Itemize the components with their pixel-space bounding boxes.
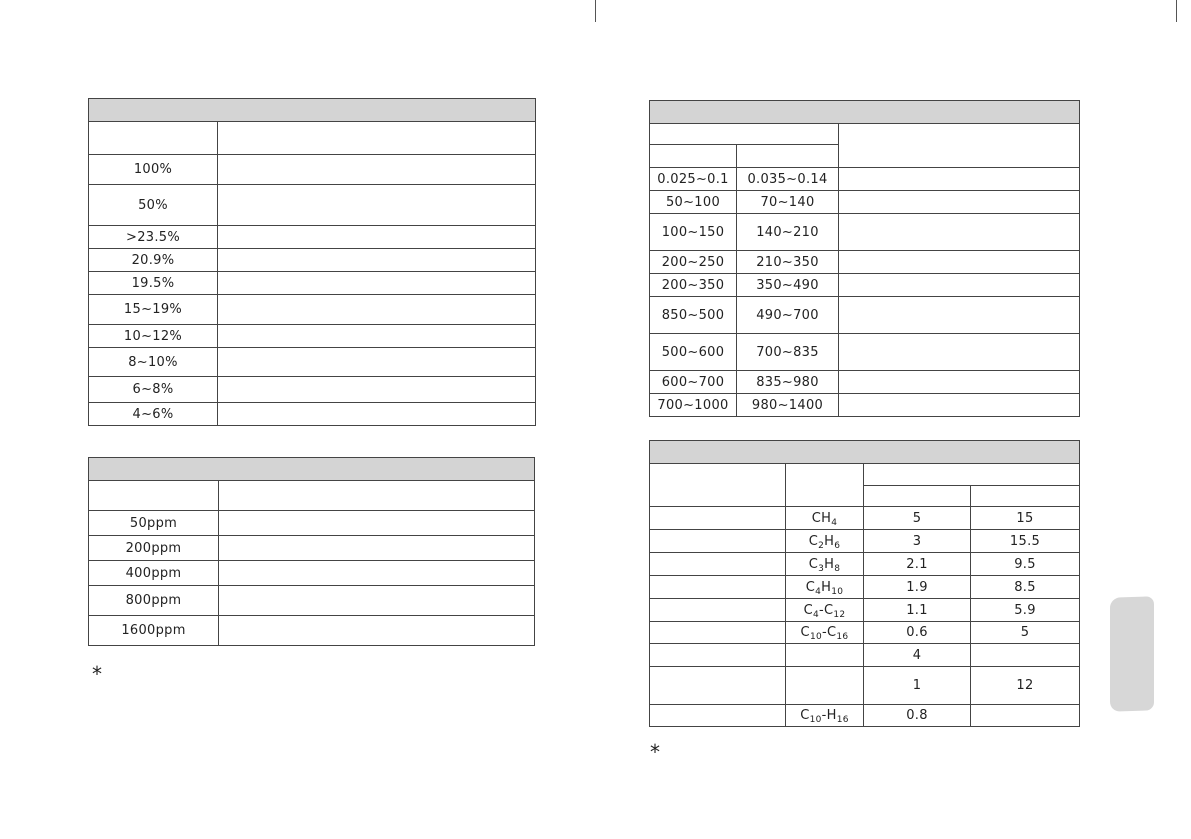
gas-formula-cell [786, 622, 864, 644]
table-cell [218, 249, 536, 272]
table-cell [839, 251, 1080, 274]
table-cell: 8~10% [89, 348, 218, 377]
gas-formula-cell [786, 599, 864, 622]
table-cell [650, 507, 786, 530]
table-cell [219, 586, 535, 616]
uel-cell: 12 [971, 667, 1080, 705]
footnote-asterisk: * [92, 662, 102, 686]
lel-cell: 1.1 [864, 599, 971, 622]
formula-text: -C [818, 602, 834, 618]
table-cell [650, 530, 786, 553]
crop-mark [1176, 0, 1177, 22]
table-cell [650, 553, 786, 576]
table-cell [839, 274, 1080, 297]
column-header [218, 122, 536, 155]
table-cell [219, 511, 535, 536]
table-cell: 19.5% [89, 272, 218, 295]
table-title-bar [89, 458, 535, 481]
table-cell: 4~6% [89, 403, 218, 426]
table-cell [839, 334, 1080, 371]
table-cell [650, 705, 786, 727]
combustible-gas-limits-table [649, 440, 1080, 727]
crop-mark [595, 0, 596, 22]
formula-subscript: 4 [812, 609, 819, 620]
lel-cell: 0.8 [864, 705, 971, 727]
table-cell: 100% [89, 155, 218, 185]
table-cell: 490~700 [737, 297, 839, 334]
table-cell: 10~12% [89, 325, 218, 348]
table-cell [650, 644, 786, 667]
table-cell [218, 377, 536, 403]
uel-cell: 5 [971, 622, 1080, 644]
uel-cell [971, 644, 1080, 667]
table-cell: 850~500 [650, 297, 737, 334]
formula-text: H [824, 533, 835, 549]
table-cell: 140~210 [737, 214, 839, 251]
gas-formula-cell [786, 576, 864, 599]
formula-text: C [808, 556, 819, 572]
table-row [650, 705, 1080, 727]
formula-text: -C [822, 625, 837, 640]
lel-cell: 0.6 [864, 622, 971, 644]
table-row [650, 576, 1080, 599]
table-cell [218, 155, 536, 185]
page-edge-tab [1110, 596, 1154, 712]
formula-subscript: 6 [834, 540, 841, 551]
formula-subscript: 16 [836, 715, 849, 725]
formula-subscript: 10 [809, 632, 822, 642]
column-header [737, 145, 839, 168]
footnote-asterisk: * [650, 740, 660, 764]
column-header [864, 486, 971, 507]
table-cell: 200~350 [650, 274, 737, 297]
lel-cell: 5 [864, 507, 971, 530]
table-cell: 600~700 [650, 371, 737, 394]
table-cell [218, 348, 536, 377]
table-title-bar [650, 441, 1080, 464]
table-cell: 6~8% [89, 377, 218, 403]
column-header [219, 481, 535, 511]
table-row [650, 622, 1080, 644]
table-cell: 800ppm [89, 586, 219, 616]
formula-subscript: 10 [809, 715, 822, 725]
formula-text: C [805, 579, 816, 595]
table-title-bar [89, 99, 536, 122]
table-cell: 980~1400 [737, 394, 839, 417]
formula-text: H [824, 556, 835, 572]
column-header [971, 486, 1080, 507]
table-cell [218, 403, 536, 426]
table-cell: 350~490 [737, 274, 839, 297]
table-cell: 15~19% [89, 295, 218, 325]
lel-cell: 1.9 [864, 576, 971, 599]
formula-text: C [800, 625, 810, 640]
table-row [650, 599, 1080, 622]
gas-formula-cell [786, 667, 864, 705]
gas-formula-cell [786, 507, 864, 530]
table-row [650, 530, 1080, 553]
formula-text: C [800, 708, 810, 723]
table-cell [839, 214, 1080, 251]
formula-subscript: 12 [833, 609, 846, 620]
uel-cell: 8.5 [971, 576, 1080, 599]
formula-text: H [821, 579, 832, 595]
table-cell: 500~600 [650, 334, 737, 371]
formula-text: C [803, 602, 813, 618]
gas-formula-cell [786, 705, 864, 727]
table-cell: 0.035~0.14 [737, 168, 839, 191]
table-cell: 0.025~0.1 [650, 168, 737, 191]
table-cell [839, 191, 1080, 214]
table-cell: 210~350 [737, 251, 839, 274]
table-cell [218, 185, 536, 226]
table-cell [218, 226, 536, 249]
table-cell [839, 168, 1080, 191]
table-cell: 50~100 [650, 191, 737, 214]
table-cell [839, 297, 1080, 334]
table-row [650, 553, 1080, 576]
lel-cell: 1 [864, 667, 971, 705]
table-cell: 1600ppm [89, 616, 219, 646]
table-cell: >23.5% [89, 226, 218, 249]
table-cell: 200ppm [89, 536, 219, 561]
formula-text: CH [811, 510, 832, 526]
table-cell [218, 325, 536, 348]
column-header [650, 145, 737, 168]
table-cell: 70~140 [737, 191, 839, 214]
table-cell [219, 561, 535, 586]
uel-cell [971, 705, 1080, 727]
table-cell [839, 371, 1080, 394]
table-cell [650, 667, 786, 705]
table-cell [650, 576, 786, 599]
co-concentration-table [88, 457, 535, 646]
uel-cell: 5.9 [971, 599, 1080, 622]
formula-subscript: 3 [818, 563, 825, 574]
table-row [650, 644, 1080, 667]
table-cell [650, 599, 786, 622]
column-header [89, 481, 219, 511]
h2s-concentration-table [649, 100, 1080, 417]
column-header [650, 464, 786, 507]
table-title-bar [650, 101, 1080, 124]
column-header [839, 124, 1080, 168]
table-cell [839, 394, 1080, 417]
formula-subscript: 4 [831, 517, 838, 528]
table-cell [218, 295, 536, 325]
uel-cell: 15.5 [971, 530, 1080, 553]
table-cell: 400ppm [89, 561, 219, 586]
formula-subscript: 4 [815, 586, 822, 597]
table-cell [219, 616, 535, 646]
table-cell: 700~835 [737, 334, 839, 371]
table-cell: 20.9% [89, 249, 218, 272]
table-cell: 835~980 [737, 371, 839, 394]
table-cell: 50% [89, 185, 218, 226]
formula-subscript: 10 [831, 586, 844, 597]
gas-formula-cell [786, 644, 864, 667]
lel-cell: 3 [864, 530, 971, 553]
table-row [650, 507, 1080, 530]
formula-subscript: 8 [834, 563, 841, 574]
formula-text: C [808, 533, 819, 549]
uel-cell: 9.5 [971, 553, 1080, 576]
gas-formula-cell [786, 530, 864, 553]
column-header [89, 122, 218, 155]
gas-formula-cell [786, 553, 864, 576]
column-group-header [864, 464, 1080, 486]
lel-cell: 4 [864, 644, 971, 667]
table-row [650, 667, 1080, 705]
table-cell [218, 272, 536, 295]
column-group-header [650, 124, 839, 145]
table-cell: 100~150 [650, 214, 737, 251]
formula-text: -H [821, 708, 837, 723]
table-cell: 700~1000 [650, 394, 737, 417]
column-header [786, 464, 864, 507]
table-cell [650, 622, 786, 644]
formula-subscript: 2 [818, 540, 825, 551]
table-cell [219, 536, 535, 561]
lel-cell: 2.1 [864, 553, 971, 576]
table-cell: 200~250 [650, 251, 737, 274]
oxygen-concentration-table [88, 98, 536, 426]
table-cell: 50ppm [89, 511, 219, 536]
uel-cell: 15 [971, 507, 1080, 530]
formula-subscript: 16 [836, 632, 849, 642]
